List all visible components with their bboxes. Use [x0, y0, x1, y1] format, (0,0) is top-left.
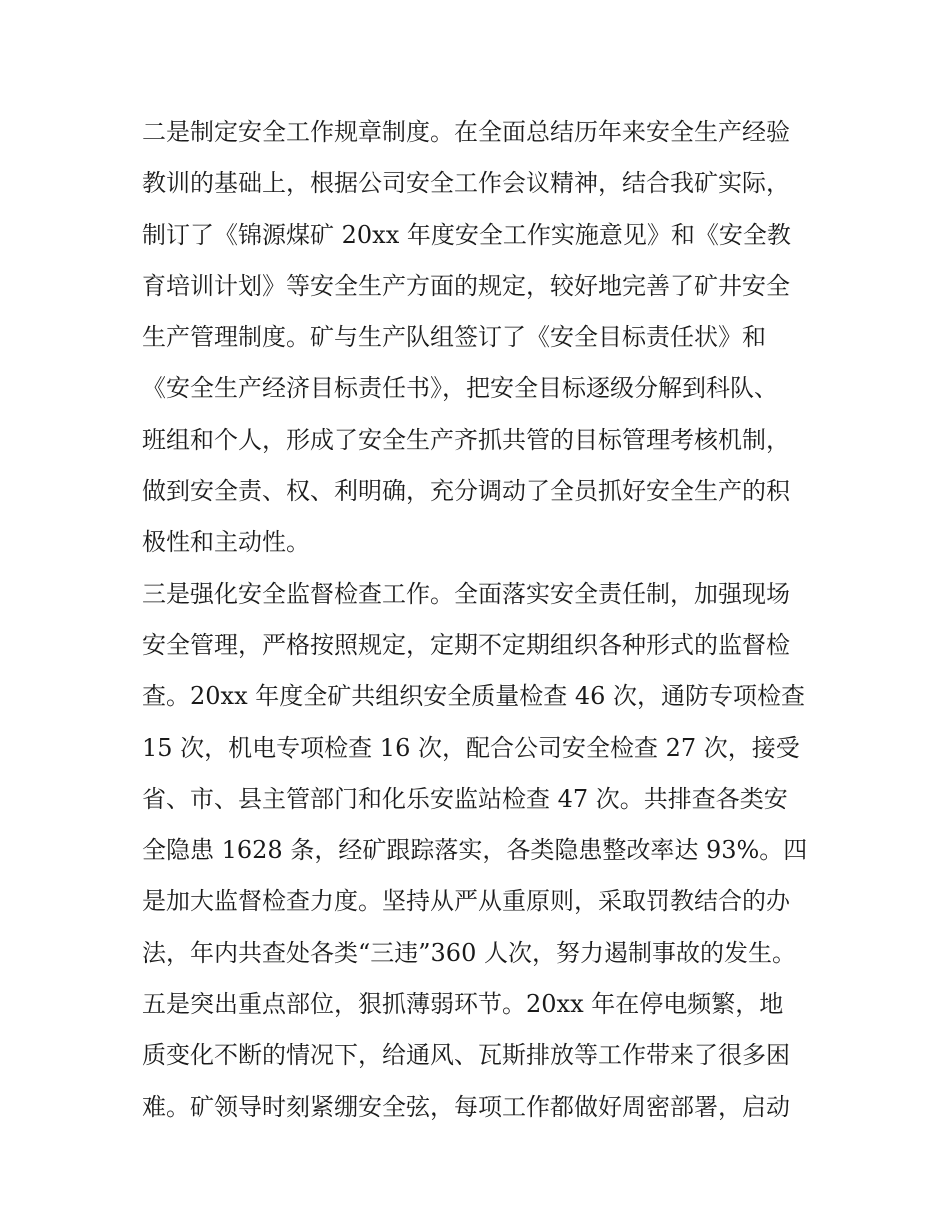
text-line: 质变化不断的情况下，给通风、瓦斯排放等工作带来了很多困 [142, 1041, 790, 1070]
text-line: 生产管理制度。矿与生产队组签订了《安全目标责任状》和 [142, 323, 766, 352]
text-line: 班组和个人，形成了安全生产齐抓共管的目标管理考核机制， [142, 425, 790, 454]
text-line: 制订了《锦源煤矿 20xx 年度安全工作实施意见》和《安全教 [142, 220, 791, 249]
text-line: 难。矿领导时刻紧绷安全弦，每项工作都做好周密部署，启动 [142, 1092, 790, 1121]
text-line: 安全管理，严格按照规定，定期不定期组织各种形式的监督检 [142, 630, 790, 659]
text-line: 育培训计划》等安全生产方面的规定，较好地完善了矿井安全 [142, 271, 790, 300]
text-line: 五是突出重点部位，狠抓薄弱环节。20xx 年在停电频繁，地 [142, 990, 784, 1019]
text-line: 《安全生产经济目标责任书》，把安全目标逐级分解到科队、 [142, 374, 778, 403]
text-line: 极性和主动性。 [142, 528, 310, 557]
text-line: 二是制定安全工作规章制度。在全面总结历年来安全生产经验 [142, 118, 790, 146]
text-line: 查。20xx 年度全矿共组织安全质量检查 46 次，通防专项检查 [142, 682, 806, 711]
text-line: 教训的基础上，根据公司安全工作会议精神，结合我矿实际， [142, 169, 790, 198]
text-line: 法，年内共查处各类“三违”360 人次，努力遏制事故的发生。 [142, 938, 796, 967]
text-line: 是加大监督检查力度。坚持从严从重原则，采取罚教结合的办 [142, 887, 790, 916]
text-line: 三是强化安全监督检查工作。全面落实安全责任制，加强现场 [142, 579, 790, 608]
text-line: 做到安全责、权、利明确，充分调动了全员抓好安全生产的积 [142, 477, 790, 506]
text-line: 15 次，机电专项检查 16 次，配合公司安全检查 27 次，接受 [142, 733, 800, 762]
text-line: 全隐患 1628 条，经矿跟踪落实，各类隐患整改率达 93%。四 [142, 836, 808, 865]
text-line: 省、市、县主管部门和化乐安监站检查 47 次。共排查各类安 [142, 784, 788, 813]
body-text [142, 107, 842, 1133]
